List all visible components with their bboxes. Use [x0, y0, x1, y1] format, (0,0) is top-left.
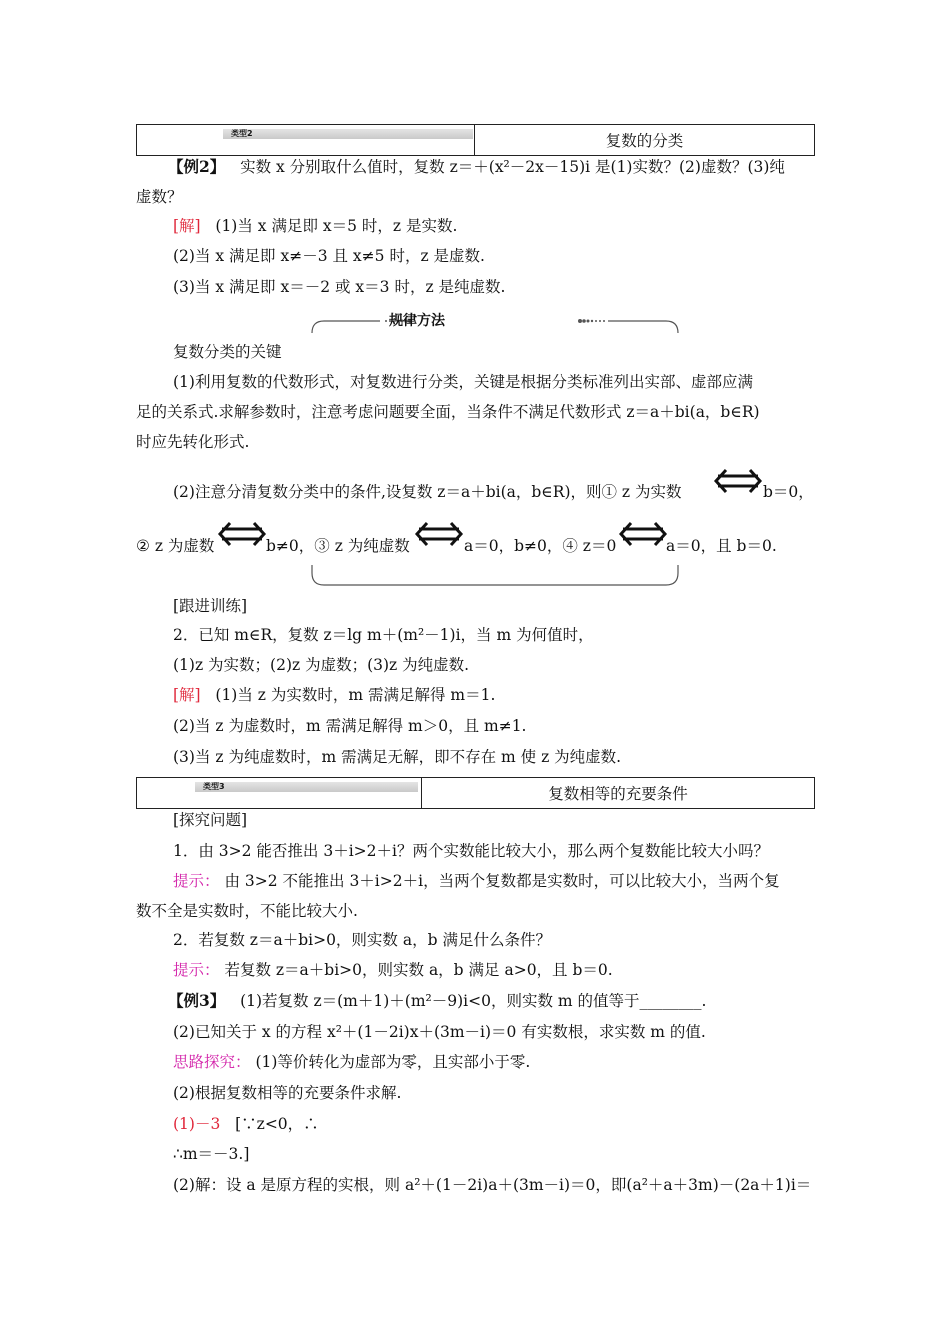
- method-p2-c: ② z 为虚数: [136, 537, 215, 555]
- iff-arrow-icon: [216, 517, 268, 551]
- explore-h2: [173, 959, 613, 981]
- example3-question: (1)若复数 z＝(m＋1)＋(m²－9)i<0，则实数 m 的值等于________.: [240, 992, 707, 1010]
- example3-t2: (2)根据复数相等的充要条件求解.: [173, 1084, 402, 1102]
- explore-h1-l1: [173, 870, 780, 892]
- think-label: 思路探究：: [173, 1053, 251, 1071]
- iff-arrow-icon: [712, 464, 764, 498]
- answer-reason: [∵z<0，∴: [235, 1115, 319, 1133]
- answer-value: (1)－3: [173, 1115, 221, 1133]
- hint-label: 提示：: [173, 872, 220, 890]
- section3-title: 复数相等的充要条件: [421, 778, 814, 808]
- example2-question: 实数 x 分别取什么值时，复数 z＝＋(x²－2x－15)i 是(1)实数？(2)虚数？(3)纯: [240, 158, 785, 176]
- followup-s2: (2)当 z 为虚数时，m 需满足解得 m＞0，且 m≠1.: [173, 717, 527, 735]
- solution-text: (1)当 z 为实数时，m 需满足解得 m＝1.: [215, 686, 496, 704]
- method-p2-f: a＝0，且 b＝0.: [666, 537, 777, 555]
- example3-ans2: (2)解：设 a 是原方程的实根，则 a²＋(1－2i)a＋(3m－i)＝0，即(a²＋a＋3m)－(2a＋1)i＝: [173, 1176, 812, 1194]
- followup-label: [跟进训练]: [173, 597, 248, 615]
- example3-q2: (2)已知关于 x 的方程 x²＋(1－2i)x＋(3m－i)＝0 有实数根，求实数 m 的值.: [173, 1023, 706, 1041]
- method-bracket-top: [308, 313, 682, 335]
- section2-tag-cell: [137, 125, 474, 155]
- explore-q2: 2．若复数 z＝a＋bi>0，则实数 a，b 满足什么条件？: [173, 931, 551, 949]
- solution-label: [解]: [173, 686, 201, 704]
- example3-t1: [173, 1051, 530, 1073]
- explore-h1-l2: 数不全是实数时，不能比较大小.: [136, 902, 358, 920]
- hint-text: 由 3>2 不能推出 3＋i>2＋i，当两个复数都是实数时，可以比较大小，当两个复: [224, 872, 780, 890]
- section2-tag: 类型2: [223, 129, 473, 139]
- method-p2-d: b≠0，③ z 为纯虚数: [266, 537, 410, 555]
- example2-solution1: [173, 215, 457, 237]
- followup-q1: 2．已知 m∈R，复数 z＝lg m＋(m²－1)i，当 m 为何值时，: [173, 626, 594, 644]
- method-p1-l1: (1)利用复数的代数形式，对复数进行分类，关键是根据分类标准列出实部、虚部应满: [173, 373, 753, 391]
- iff-arrow-icon: [413, 517, 465, 551]
- method-title: 规律方法: [389, 313, 445, 329]
- method-p2-b: b＝0，: [763, 483, 814, 501]
- example2-label: 【例2】: [168, 157, 226, 176]
- example3-label: 【例3】: [168, 991, 226, 1010]
- section3-header: [136, 777, 815, 809]
- iff-arrow-icon: [617, 517, 669, 551]
- example3-ans1: [173, 1113, 319, 1135]
- method-bracket-bottom: [308, 563, 682, 587]
- solution-text: (1)当 x 满足即 x＝5 时，z 是实数.: [215, 217, 458, 235]
- think-text: (1)等价转化为虚部为零，且实部小于零.: [255, 1053, 531, 1071]
- example2-line2: 虚数？: [136, 188, 183, 206]
- hint-text: 若复数 z＝a＋bi>0，则实数 a，b 满足 a>0，且 b＝0.: [224, 961, 613, 979]
- section2-title: 复数的分类: [474, 125, 814, 155]
- followup-s3: (3)当 z 为纯虚数时，m 需满足无解，即不存在 m 使 z 为纯虚数.: [173, 748, 622, 766]
- followup-s1: [173, 684, 495, 706]
- method-heading: 复数分类的关键: [173, 343, 282, 361]
- explore-q1: 1．由 3>2 能否推出 3＋i>2＋i？两个实数能比较大小，那么两个复数能比较大小吗？: [173, 842, 769, 860]
- method-p2-a: (2)注意分清复数分类中的条件,设复数 z＝a＋bi(a，b∈R)，则① z 为实数: [173, 483, 682, 501]
- example2-line1: [168, 156, 785, 178]
- example3-ans1-c: ∴m＝－3.]: [173, 1145, 250, 1163]
- example3-q1: [168, 990, 706, 1012]
- example2-solution2: (2)当 x 满足即 x≠－3 且 x≠5 时，z 是虚数.: [173, 247, 485, 265]
- example2-solution3: (3)当 x 满足即 x＝－2 或 x＝3 时，z 是纯虚数.: [173, 278, 506, 296]
- hint-label: 提示：: [173, 961, 220, 979]
- method-p1-l3: 时应先转化形式.: [136, 433, 250, 451]
- section3-tag-cell: [137, 778, 421, 808]
- section2-header: [136, 124, 815, 156]
- solution-label: [解]: [173, 217, 201, 235]
- method-p2-e: a＝0，b≠0，④ z＝0: [464, 537, 617, 555]
- section3-tag: 类型3: [195, 782, 418, 792]
- method-p1-l2: 足的关系式.求解参数时，注意考虑问题要全面，当条件不满足代数形式 z＝a＋bi(a，b∈R): [136, 403, 760, 421]
- explore-label: [探究问题]: [173, 811, 248, 829]
- followup-q2: (1)z 为实数；(2)z 为虚数；(3)z 为纯虚数.: [173, 656, 470, 674]
